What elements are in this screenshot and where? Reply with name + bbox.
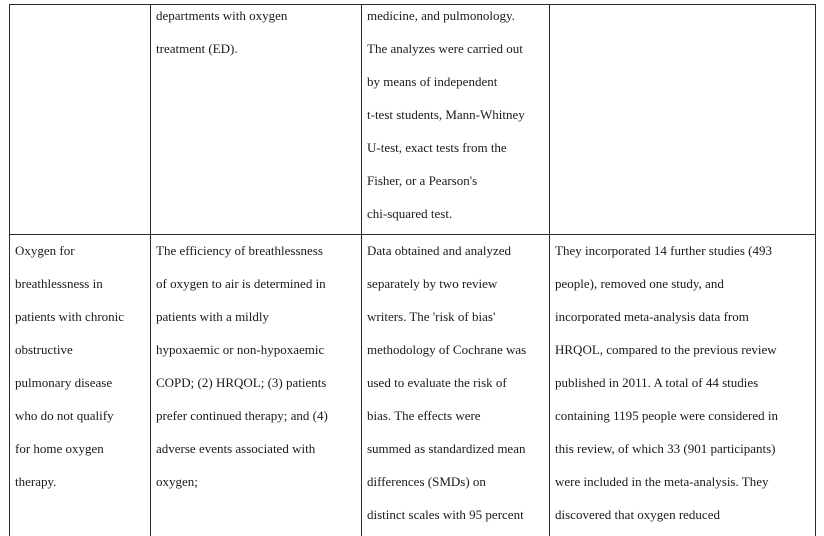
cell-text-line: Data obtained and analyzed [367,243,512,258]
cell-text-line: distinct scales with 95 percent [367,507,524,522]
cell-text-line: COPD; (2) HRQOL; (3) patients [156,375,327,390]
cell-study-title [10,5,151,235]
study-summary-table [9,4,816,536]
cell-text-line: separately by two review [367,276,498,291]
cell-text-line: The efficiency of breathlessness [156,243,323,258]
cell-text-line: adverse events associated with [156,441,316,456]
cell-text-line: for home oxygen [15,441,104,456]
cell-text-line: prefer continued therapy; and (4) [156,408,328,423]
cell-text-line: discovered that oxygen reduced [555,507,720,522]
cell-results [550,5,816,235]
cell-text-line: patients with chronic [15,309,125,324]
cell-text-line: pulmonary disease [15,375,113,390]
cell-text-line: They incorporated 14 further studies (493 [555,243,772,258]
cell-text-line: bias. The effects were [367,408,481,423]
cell-text-line: hypoxaemic or non-hypoxaemic [156,342,325,357]
cell-study-title [10,235,151,536]
cell-text-line: by means of independent [367,74,498,89]
cell-text-line: HRQOL, compared to the previous review [555,342,777,357]
cell-text-line: this review, of which 33 (901 participants) [555,441,776,456]
cell-text-line: methodology of Cochrane was [367,342,527,357]
cell-text-line: of oxygen to air is determined in [156,276,326,291]
cell-text-line: summed as standardized mean [367,441,526,456]
cell-methods [362,5,550,235]
cell-text-line: medicine, and pulmonology. [367,8,515,23]
cell-text-line: people), removed one study, and [555,276,724,291]
cell-text-line: breathlessness in [15,276,103,291]
cell-results [550,235,816,536]
cell-text-line: treatment (ED). [156,41,238,56]
cell-text-line: departments with oxygen [156,8,288,23]
cell-text-line: incorporated meta-analysis data from [555,309,749,324]
table-row-oxygen-breathlessness [10,235,816,536]
cell-text-line: obstructive [15,342,73,357]
cell-text-line: Fisher, or a Pearson's [367,173,478,188]
cell-text-line: differences (SMDs) on [367,474,486,489]
cell-objective [151,235,362,536]
cell-objective [151,5,362,235]
table-row-continued [10,5,816,235]
cell-text-line: The analyzes were carried out [367,41,523,56]
cell-text-line: published in 2011. A total of 44 studies [555,375,759,390]
cell-text-line: Oxygen for [15,243,75,258]
cell-text-line: patients with a mildly [156,309,270,324]
cell-text-line: containing 1195 people were considered in [555,408,778,423]
cell-text-line: chi-squared test. [367,206,453,221]
cell-text-line: therapy. [15,474,57,489]
cell-text-line: oxygen; [156,474,198,489]
cell-methods [362,235,550,536]
cell-text-line: U-test, exact tests from the [367,140,507,155]
cell-text-line: used to evaluate the risk of [367,375,507,390]
cell-text-line: t-test students, Mann-Whitney [367,107,525,122]
cell-text-line: writers. The 'risk of bias' [367,309,496,324]
cell-text-line: who do not qualify [15,408,114,423]
cell-text-line: were included in the meta-analysis. They [555,474,769,489]
